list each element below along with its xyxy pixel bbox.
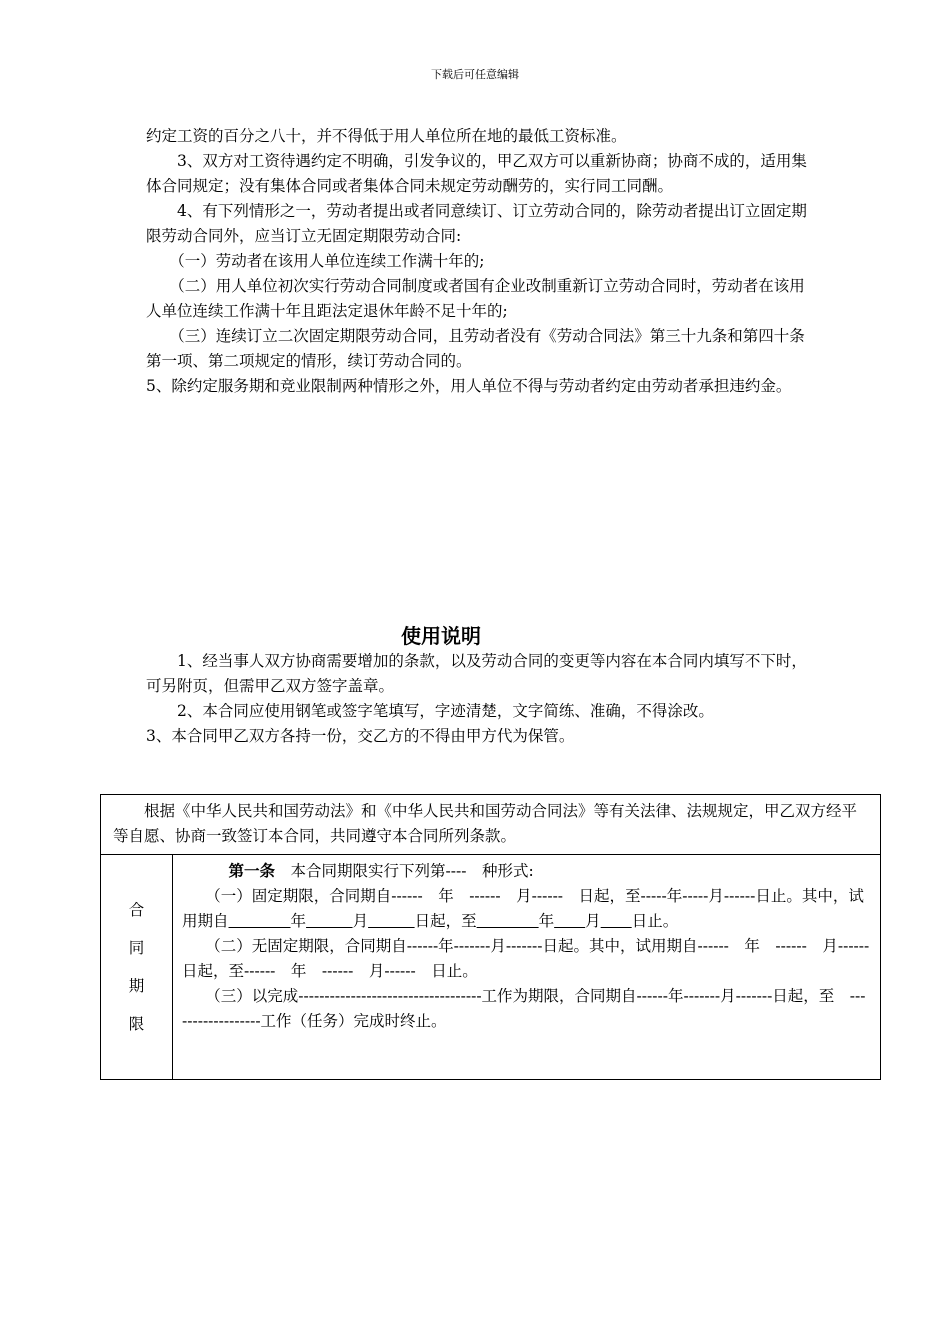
blank-label: 日起，至 — [414, 912, 477, 930]
option-fixed-term — [182, 884, 870, 934]
blank-label: 年 — [290, 912, 307, 930]
side-label-char: 合 — [128, 901, 145, 919]
paragraph: 3、双方对工资待遇约定不明确，引发争议的，甲乙双方可以重新协商；协商不成的，适用集体合同规定；没有集体合同或者集体合同未规定劳动酬劳的，实行同工同酬。 — [146, 152, 807, 195]
paragraph: 5、除约定服务期和竞业限制两种情形之外，用人单位不得与劳动者约定由劳动者承担违约金。 — [146, 377, 792, 395]
article-one — [182, 859, 870, 884]
contract-table — [100, 794, 885, 1080]
contract-term-label — [101, 855, 173, 1079]
paragraph: 4、有下列情形之一，劳动者提出或者同意续订、订立劳动合同的，除劳动者提出订立固定期限劳动合同外，应当订立无固定期限劳动合同: — [146, 202, 807, 245]
side-label-char: 限 — [128, 1015, 145, 1033]
article-label: 第一条 — [228, 862, 276, 880]
preamble-text: 根据《中华人民共和国劳动法》和《中华人民共和国劳动合同法》等有关法律、法规规定，甲乙双方经平等自愿、协商一致签订本合同，共同遵守本合同所列条款。 — [113, 802, 858, 845]
contract-term-row — [101, 855, 885, 1079]
paragraph: （三）连续订立二次固定期限劳动合同，且劳动者没有《劳动合同法》第三十九条和第四十条第一项、第二项规定的情形，续订劳动合同的。 — [146, 327, 805, 370]
option-open-term: （二）无固定期限，合同期自------年-------月-------日起。其中，试用期自------ 年 ------ 月------ 日起，至------ 年 ------ 月------ 日止。 — [182, 937, 885, 980]
header-note: 下载后可任意编辑 — [431, 68, 519, 81]
usage-item: 1、经当事人双方协商需要增加的条款，以及劳动合同的变更等内容在本合同内填写不下时，可另附页，但需甲乙双方签字盖章。 — [146, 652, 807, 695]
usage-title: 使用说明 — [401, 624, 481, 648]
option-task-term: （三）以完成-----------------------------------工作为期限，合同期自------年-------月-------日起，至 ------------------工作（任务）完成时终止。 — [182, 987, 866, 1030]
contract-term-body — [173, 855, 885, 1079]
option-fixed-text: （一）固定期限，合同期自------ 年 ------ 月------ 日起，至-----年-----月------日止。其中，试用期自 — [182, 887, 864, 930]
article-text: 本合同期限实行下列第---- 种形式: — [275, 862, 534, 880]
blank-label: 月 — [585, 912, 601, 930]
blank-label: 年 — [538, 912, 555, 930]
usage-instructions — [146, 649, 816, 749]
paragraph: 约定工资的百分之八十，并不得低于用人单位所在地的最低工资标准。 — [146, 127, 627, 145]
paragraph: （一）劳动者在该用人单位连续工作满十年的; — [146, 252, 485, 270]
paragraph: （二）用人单位初次实行劳动合同制度或者国有企业改制重新订立劳动合同时，劳动者在该用人单位连续工作满十年且距法定退休年龄不足十年的; — [146, 277, 805, 320]
side-label-char: 同 — [128, 939, 145, 957]
blank-label: 月 — [352, 912, 369, 930]
usage-item: 2、本合同应使用钢笔或签字笔填写，字迹清楚，文字简练、准确，不得涂改。 — [146, 702, 714, 720]
usage-item: 3、本合同甲乙双方各持一份，交乙方的不得由甲方代为保管。 — [146, 727, 575, 745]
side-label-char: 期 — [128, 977, 145, 995]
upper-text-block — [146, 124, 816, 399]
blank-label: 日止。 — [631, 912, 679, 930]
contract-preamble — [101, 795, 880, 855]
